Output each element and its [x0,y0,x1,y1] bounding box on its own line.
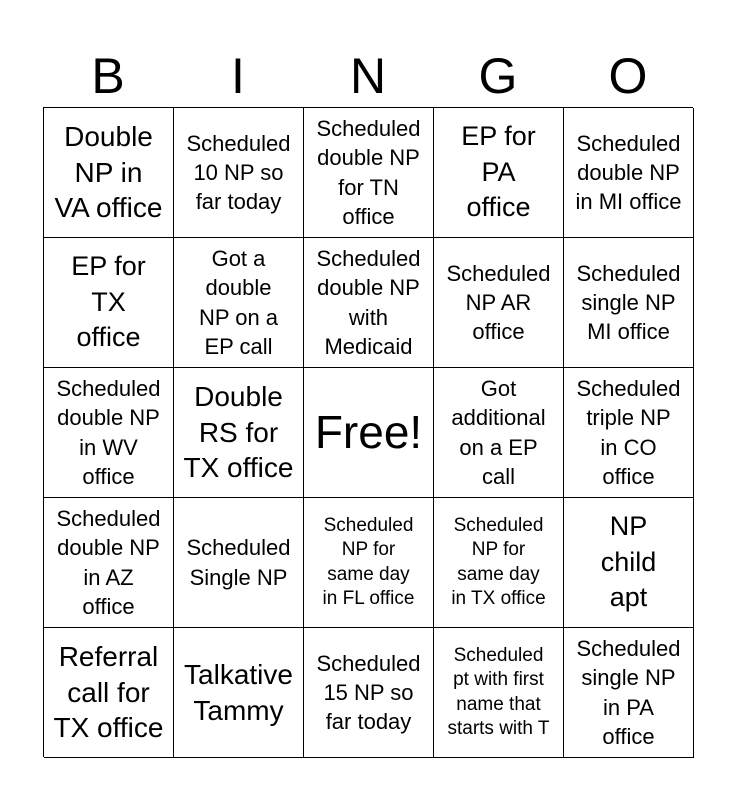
bingo-cell-r3c2[interactable] [174,368,304,498]
bingo-cell-r4c4[interactable] [434,498,564,628]
cell-text: Scheduled Single NP [186,535,291,590]
bingo-cell-r1c2[interactable] [174,108,304,238]
bingo-cell-r2c1[interactable] [44,238,174,368]
bingo-cell-r5c1[interactable] [44,628,174,758]
cell-text: EP for TX office [71,251,146,353]
bingo-cell-r4c5[interactable] [564,498,694,628]
bingo-cell-r2c2[interactable] [174,238,304,368]
bingo-cell-r1c5[interactable] [564,108,694,238]
cell-text: Referral call for TX office [53,640,164,744]
cell-text: Scheduled 15 NP so far today [316,650,421,735]
cell-text: Scheduled NP for same day in FL office [322,514,415,609]
bingo-cell-r1c4[interactable] [434,108,564,238]
header-letter-i: I [231,48,245,104]
cell-text: Scheduled 10 NP so far today [186,130,291,215]
bingo-board [43,107,693,757]
cell-text: Scheduled double NP in AZ office [56,506,161,619]
bingo-cell-r3c4[interactable] [434,368,564,498]
cell-text: Scheduled triple NP in CO office [576,376,681,489]
bingo-cell-r5c4[interactable] [434,628,564,758]
bingo-cell-r2c3[interactable] [304,238,434,368]
bingo-cell-r4c2[interactable] [174,498,304,628]
cell-text: NP child apt [600,511,657,613]
bingo-cell-free[interactable] [304,368,434,498]
header-letter-b: B [91,48,125,104]
cell-text: EP for PA office [461,121,536,223]
free-space-text: Free! [314,406,423,459]
cell-text: Scheduled pt with first name that starts with T [447,644,550,739]
bingo-cell-r1c1[interactable] [44,108,174,238]
bingo-cell-r5c3[interactable] [304,628,434,758]
cell-text: Scheduled double NP for TN office [316,116,421,229]
cell-text: Double RS for TX office [183,380,294,484]
cell-text: Got additional on a EP call [451,376,546,489]
bingo-cell-r3c5[interactable] [564,368,694,498]
cell-text: Scheduled single NP MI office [576,260,681,345]
bingo-cell-r3c1[interactable] [44,368,174,498]
cell-text: Scheduled double NP in MI office [575,130,682,215]
cell-text: Scheduled NP AR office [446,260,551,345]
cell-text: Scheduled single NP in PA office [576,636,681,749]
bingo-header [43,48,693,104]
bingo-cell-r2c5[interactable] [564,238,694,368]
cell-text: Double NP in VA office [54,120,163,224]
cell-text: Scheduled double NP with Medicaid [316,246,421,359]
header-letter-o: O [608,48,648,104]
bingo-cell-r5c5[interactable] [564,628,694,758]
bingo-cell-r4c1[interactable] [44,498,174,628]
bingo-cell-r5c2[interactable] [174,628,304,758]
cell-text: Scheduled NP for same day in TX office [451,514,546,609]
header-letter-g: G [478,48,518,104]
bingo-cell-r1c3[interactable] [304,108,434,238]
header-letter-n: N [349,48,387,104]
cell-text: Talkative Tammy [184,658,293,726]
cell-text: Scheduled double NP in WV office [56,376,161,489]
cell-text: Got a double NP on a EP call [198,246,279,359]
bingo-cell-r2c4[interactable] [434,238,564,368]
bingo-cell-r4c3[interactable] [304,498,434,628]
